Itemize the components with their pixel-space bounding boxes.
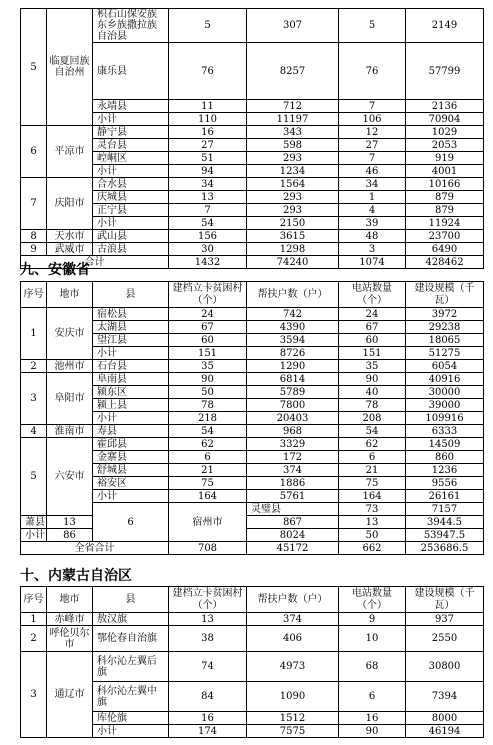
neimenggu-table (20, 586, 484, 738)
table-cell: 937 (406, 613, 484, 626)
table-cell: 萧县 (21, 516, 47, 529)
table-cell: 867 (247, 516, 339, 529)
column-header: 电站数量（个） (339, 587, 406, 613)
table-cell: 307 (247, 9, 339, 43)
table-cell: 小计 (93, 217, 169, 230)
table-cell: 合水县 (93, 178, 169, 191)
table-cell: 1090 (247, 682, 339, 712)
table-cell: 218 (169, 412, 247, 425)
table-cell: 1 (339, 191, 406, 204)
table-row (21, 626, 484, 652)
table-cell: 阜南县 (93, 373, 169, 386)
table-cell: 75 (339, 477, 406, 490)
table-cell: 90 (169, 373, 247, 386)
table-cell: 宿州市 (169, 503, 247, 542)
table-cell: 7 (339, 100, 406, 113)
table-cell: 39000 (406, 399, 484, 412)
table-cell: 淮南市 (47, 425, 93, 438)
table-cell: 84 (169, 682, 247, 712)
table-cell: 2 (21, 626, 47, 652)
table-cell: 5761 (247, 490, 339, 503)
table-cell: 293 (247, 191, 339, 204)
table-cell: 151 (169, 347, 247, 360)
table-row (21, 9, 484, 43)
table-cell: 鄂伦春自治旗 (93, 626, 169, 652)
table-row (21, 373, 484, 386)
table-cell: 34 (339, 178, 406, 191)
table-cell: 60 (339, 334, 406, 347)
table-cell: 8257 (247, 43, 339, 100)
table-cell: 208 (339, 412, 406, 425)
table-cell: 3 (21, 373, 47, 425)
table-cell: 6 (21, 126, 47, 178)
table-cell: 742 (247, 308, 339, 321)
table-cell: 六安市 (47, 438, 93, 516)
table-cell: 库伦旗 (93, 712, 169, 725)
table-cell: 13 (339, 516, 406, 529)
column-header: 地市 (47, 587, 93, 613)
table-cell: 9556 (406, 477, 484, 490)
table-cell: 天水市 (47, 230, 93, 243)
table-cell: 78 (339, 399, 406, 412)
table-cell: 12 (339, 126, 406, 139)
table-cell: 小计 (93, 725, 169, 738)
table-cell: 70904 (406, 113, 484, 126)
anhui-table (20, 281, 484, 555)
table-cell: 879 (406, 204, 484, 217)
table-cell: 708 (169, 542, 247, 555)
table-cell: 静宁县 (93, 126, 169, 139)
table-cell: 1290 (247, 360, 339, 373)
table-cell: 50 (339, 529, 406, 542)
table-cell: 安庆市 (47, 308, 93, 360)
table-cell: 8024 (247, 529, 339, 542)
column-header: 序号 (21, 282, 47, 308)
table-cell: 6 (339, 682, 406, 712)
table-cell: 5 (339, 9, 406, 43)
table-cell: 小计 (93, 347, 169, 360)
table-cell: 11197 (247, 113, 339, 126)
table-cell: 35 (169, 360, 247, 373)
table-cell: 27 (169, 139, 247, 152)
table-cell: 10 (339, 626, 406, 652)
table-cell: 40 (339, 386, 406, 399)
table-cell: 164 (169, 490, 247, 503)
column-header: 地市 (47, 282, 93, 308)
table-cell: 16 (169, 712, 247, 725)
table-row (21, 613, 484, 626)
table-cell: 合计 (21, 256, 169, 269)
table-cell: 293 (247, 204, 339, 217)
table-cell: 裕安区 (93, 477, 169, 490)
table-cell: 7157 (406, 503, 484, 516)
table-cell: 8 (21, 230, 47, 243)
table-cell: 10166 (406, 178, 484, 191)
table-cell: 1 (21, 308, 47, 360)
table-cell: 27 (339, 139, 406, 152)
table-cell: 74240 (247, 256, 339, 269)
table-cell: 156 (169, 230, 247, 243)
table-cell: 2149 (406, 9, 484, 43)
table-cell: 1886 (247, 477, 339, 490)
table-row (21, 243, 484, 256)
table-cell: 76 (339, 43, 406, 100)
table-cell: 54 (339, 425, 406, 438)
table-cell: 6 (339, 451, 406, 464)
section-title-neimenggu: 十、内蒙古自治区 (20, 568, 132, 584)
table-cell: 662 (339, 542, 406, 555)
table-cell: 62 (339, 438, 406, 451)
table-row (21, 126, 484, 139)
table-cell: 2136 (406, 100, 484, 113)
table-cell: 1074 (339, 256, 406, 269)
table-cell: 4 (21, 425, 47, 438)
table-cell: 14509 (406, 438, 484, 451)
table-cell: 寿县 (93, 425, 169, 438)
table-cell: 67 (339, 321, 406, 334)
table-cell: 45172 (247, 542, 339, 555)
table-cell: 6054 (406, 360, 484, 373)
table-cell: 4390 (247, 321, 339, 334)
table-cell: 46 (339, 165, 406, 178)
table-cell: 46194 (406, 725, 484, 738)
table-cell: 374 (247, 464, 339, 477)
table-cell: 253686.5 (406, 542, 484, 555)
table-cell: 太湖县 (93, 321, 169, 334)
table-cell: 康乐县 (93, 43, 169, 100)
table-cell: 3615 (247, 230, 339, 243)
table-cell: 3 (339, 243, 406, 256)
table-cell: 7394 (406, 682, 484, 712)
column-header: 电站数量（个） (339, 282, 406, 308)
table-cell: 小计 (93, 113, 169, 126)
table-cell: 30000 (406, 386, 484, 399)
table-cell: 霍邱县 (93, 438, 169, 451)
table-cell: 57799 (406, 43, 484, 100)
table-cell: 73 (339, 503, 406, 516)
table-cell: 13 (47, 516, 93, 529)
table-row (21, 652, 484, 682)
table-row (21, 230, 484, 243)
table-cell: 7 (339, 152, 406, 165)
table-cell: 24 (339, 308, 406, 321)
table-cell: 4001 (406, 165, 484, 178)
table-cell: 7 (169, 204, 247, 217)
table-cell: 30 (169, 243, 247, 256)
table-cell: 6333 (406, 425, 484, 438)
table-cell: 48 (339, 230, 406, 243)
table-cell: 24 (169, 308, 247, 321)
table-cell: 庆城县 (93, 191, 169, 204)
table-cell: 5 (21, 9, 47, 126)
table-cell: 1 (21, 613, 47, 626)
table-cell: 60 (169, 334, 247, 347)
table-cell: 51275 (406, 347, 484, 360)
column-header: 帮扶户数（户） (247, 282, 339, 308)
table-cell: 石台县 (93, 360, 169, 373)
table-cell: 35 (339, 360, 406, 373)
table-cell: 池州市 (47, 360, 93, 373)
section-title-anhui: 九、安徽省 (20, 262, 90, 278)
table-cell: 2 (21, 360, 47, 373)
table-cell: 6490 (406, 243, 484, 256)
table-cell: 望江县 (93, 334, 169, 347)
table-row (21, 178, 484, 191)
table-cell: 3594 (247, 334, 339, 347)
table-cell: 406 (247, 626, 339, 652)
table-cell: 4973 (247, 652, 339, 682)
table-cell: 8000 (406, 712, 484, 725)
table-cell: 106 (339, 113, 406, 126)
table-cell: 51 (169, 152, 247, 165)
table-cell: 宿松县 (93, 308, 169, 321)
table-cell: 54 (169, 425, 247, 438)
table-cell: 374 (247, 613, 339, 626)
table-row (21, 425, 484, 438)
table-cell: 13 (169, 191, 247, 204)
table-cell: 1564 (247, 178, 339, 191)
table-cell: 庆阳市 (47, 178, 93, 230)
table-cell: 5 (169, 9, 247, 43)
table-cell: 7 (21, 178, 47, 230)
column-header: 县 (93, 587, 169, 613)
table-cell: 16 (169, 126, 247, 139)
table-cell: 76 (169, 43, 247, 100)
table-cell: 7800 (247, 399, 339, 412)
table-cell: 2053 (406, 139, 484, 152)
table-cell: 29238 (406, 321, 484, 334)
table-cell: 151 (339, 347, 406, 360)
column-header: 建设规模（千瓦） (406, 587, 484, 613)
table-cell: 5789 (247, 386, 339, 399)
table-cell: 39 (339, 217, 406, 230)
table-cell: 金寨县 (93, 451, 169, 464)
column-header: 县 (93, 282, 169, 308)
table-cell: 164 (339, 490, 406, 503)
table-cell: 16 (339, 712, 406, 725)
table-cell: 860 (406, 451, 484, 464)
table-cell: 38 (169, 626, 247, 652)
table-cell: 古浪县 (93, 243, 169, 256)
table-cell: 40916 (406, 373, 484, 386)
table-cell: 3 (21, 652, 47, 738)
table-cell: 6 (169, 451, 247, 464)
column-header: 建档立卡贫困村（个） (169, 587, 247, 613)
table-cell: 34 (169, 178, 247, 191)
table-cell: 598 (247, 139, 339, 152)
table-cell: 颍上县 (93, 399, 169, 412)
table-cell: 110 (169, 113, 247, 126)
table-cell: 2550 (406, 626, 484, 652)
table-cell: 968 (247, 425, 339, 438)
table-cell: 6814 (247, 373, 339, 386)
table-row (21, 308, 484, 321)
table-cell: 172 (247, 451, 339, 464)
table-cell: 小计 (93, 490, 169, 503)
table-cell: 62 (169, 438, 247, 451)
table-cell: 18065 (406, 334, 484, 347)
table-cell: 343 (247, 126, 339, 139)
table-cell: 赤峰市 (47, 613, 93, 626)
table-cell: 小计 (93, 412, 169, 425)
table-cell: 科尔沁左翼后旗 (93, 652, 169, 682)
table-row (21, 282, 484, 308)
table-row (21, 542, 484, 555)
table-cell: 919 (406, 152, 484, 165)
table-row (21, 516, 484, 529)
table-cell: 1029 (406, 126, 484, 139)
table-cell: 正宁县 (93, 204, 169, 217)
table-cell: 86 (47, 529, 93, 542)
table-cell: 永靖县 (93, 100, 169, 113)
table-row (21, 438, 484, 451)
table-cell: 20403 (247, 412, 339, 425)
table-cell: 平凉市 (47, 126, 93, 178)
table-cell: 科尔沁左翼中旗 (93, 682, 169, 712)
table-row (21, 360, 484, 373)
table-cell: 小计 (93, 165, 169, 178)
table-cell: 崆峒区 (93, 152, 169, 165)
table-cell: 2150 (247, 217, 339, 230)
table-cell: 呼伦贝尔市 (47, 626, 93, 652)
table-cell: 敖汉旗 (93, 613, 169, 626)
table-cell: 3329 (247, 438, 339, 451)
table-cell: 428462 (406, 256, 484, 269)
table-cell: 53947.5 (406, 529, 484, 542)
table-cell: 3944.5 (406, 516, 484, 529)
table-cell: 50 (169, 386, 247, 399)
table-cell: 21 (169, 464, 247, 477)
table-cell: 积石山保安族东乡族撒拉族自治县 (93, 9, 169, 43)
table-cell: 712 (247, 100, 339, 113)
table-cell: 11924 (406, 217, 484, 230)
table-cell: 75 (169, 477, 247, 490)
table-cell: 3972 (406, 308, 484, 321)
table-cell: 90 (339, 725, 406, 738)
table-cell: 11 (169, 100, 247, 113)
table-cell: 54 (169, 217, 247, 230)
table-cell: 8726 (247, 347, 339, 360)
column-header: 建档立卡贫困村（个） (169, 282, 247, 308)
table-cell: 30800 (406, 652, 484, 682)
table-cell: 68 (339, 652, 406, 682)
table-row (21, 529, 484, 542)
table-cell: 1234 (247, 165, 339, 178)
table-cell: 1432 (169, 256, 247, 269)
table-cell: 74 (169, 652, 247, 682)
table-row (21, 587, 484, 613)
table-cell: 23700 (406, 230, 484, 243)
table-cell: 94 (169, 165, 247, 178)
table-cell: 1512 (247, 712, 339, 725)
table-cell: 1298 (247, 243, 339, 256)
table-cell: 26161 (406, 490, 484, 503)
table-cell: 灵台县 (93, 139, 169, 152)
table-cell: 全省合计 (21, 542, 169, 555)
column-header: 帮扶户数（户） (247, 587, 339, 613)
table-cell: 灵璧县 (247, 503, 339, 516)
table-cell: 9 (21, 243, 47, 256)
column-header: 序号 (21, 587, 47, 613)
table-cell: 武山县 (93, 230, 169, 243)
table-cell: 通辽市 (47, 652, 93, 738)
table-cell: 67 (169, 321, 247, 334)
table-cell: 7575 (247, 725, 339, 738)
table-cell: 90 (339, 373, 406, 386)
table-cell: 4 (339, 204, 406, 217)
table-cell: 293 (247, 152, 339, 165)
table-cell: 小计 (21, 529, 47, 542)
table-cell: 阜阳市 (47, 373, 93, 425)
column-header: 建设规模（千瓦） (406, 282, 484, 308)
table-cell: 武威市 (47, 243, 93, 256)
table-cell: 6 (93, 503, 169, 542)
table-cell: 舒城县 (93, 464, 169, 477)
table-cell: 颍东区 (93, 386, 169, 399)
gansu-table (20, 8, 484, 269)
table-cell: 174 (169, 725, 247, 738)
table-cell: 临夏回族自治州 (47, 9, 93, 126)
table-cell: 21 (339, 464, 406, 477)
table-cell: 1236 (406, 464, 484, 477)
table-cell: 109916 (406, 412, 484, 425)
table-cell: 9 (339, 613, 406, 626)
table-cell: 879 (406, 191, 484, 204)
table-cell: 78 (169, 399, 247, 412)
table-cell: 5 (21, 438, 47, 516)
table-cell: 13 (169, 613, 247, 626)
